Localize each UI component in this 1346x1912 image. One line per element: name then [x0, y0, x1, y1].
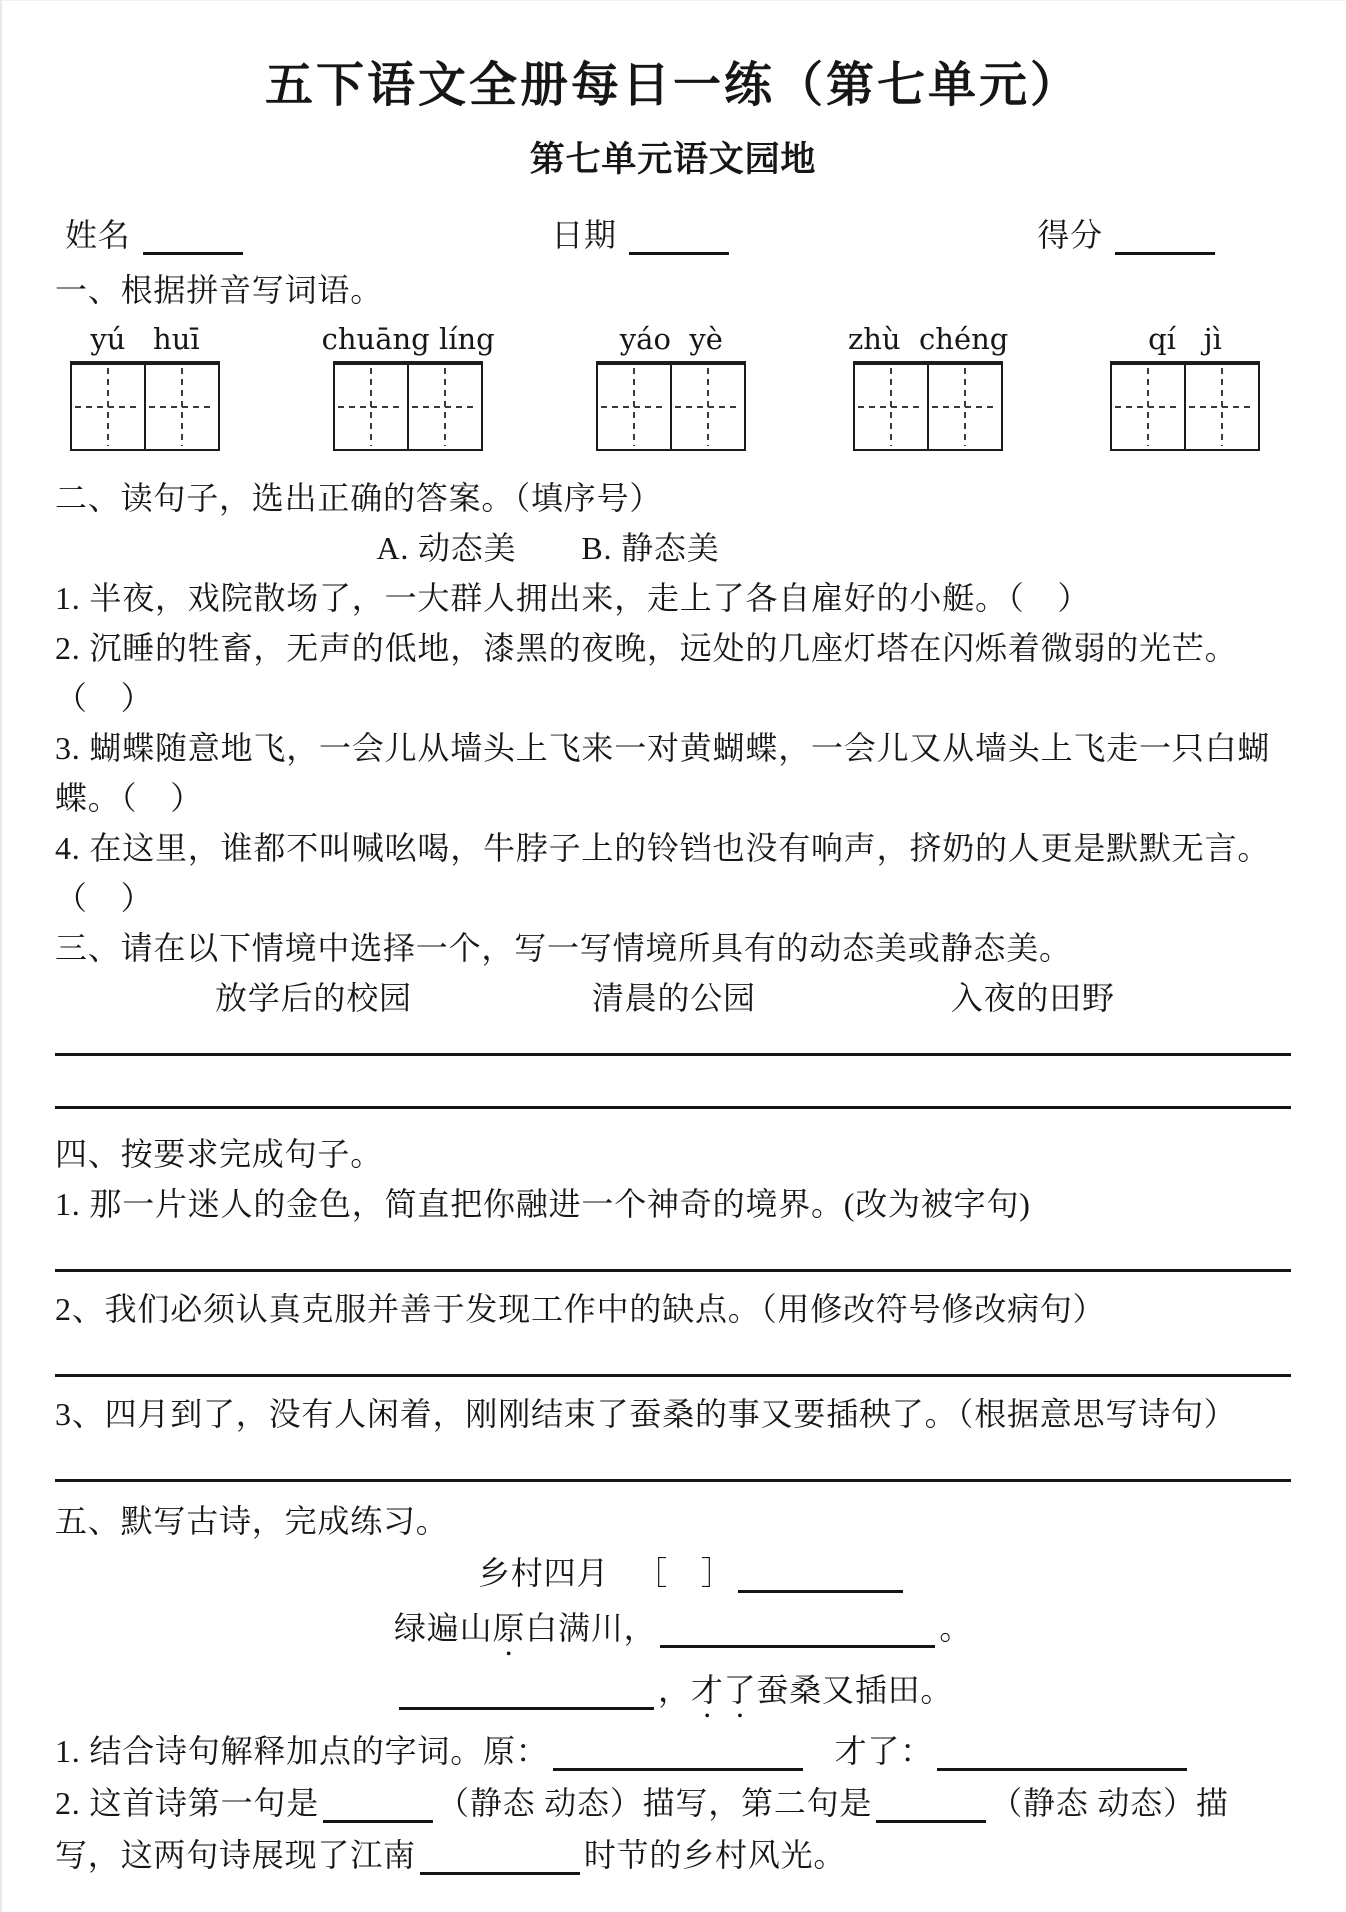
pinyin-label-4: zhù chéng — [847, 322, 1009, 356]
name-label: 姓名 — [65, 217, 131, 253]
poem-author-bracket: ［ ］ — [635, 1555, 734, 1591]
answer-line — [55, 1106, 1291, 1109]
sentence-1: 1. 半夜，戏院散场了，一大群人拥出来，走上了各自雇好的小艇。（ ） — [55, 580, 1091, 616]
scenario-3: 入夜的田野 — [950, 980, 1115, 1016]
section-5-heading: 五、默写古诗，完成练习。 — [55, 1503, 449, 1539]
grid-cell — [144, 365, 218, 449]
s5-q2-text-1: 2. 这首诗第一句是 — [55, 1785, 320, 1821]
scenario-row — [55, 973, 1291, 1023]
s5-q2-blank-1 — [323, 1788, 433, 1823]
pinyin-label-1: yú huī — [90, 322, 200, 356]
poem-line-2-comma: ， — [658, 1672, 691, 1708]
score-label: 得分 — [1037, 217, 1103, 253]
grid-cell — [855, 365, 927, 449]
s5-q1-blank-2 — [937, 1736, 1187, 1771]
sentence-4: 4. 在这里，谁都不叫喊吆喝，牛脖子上的铃铛也没有响声，挤奶的人更是默默无言。（ ） — [55, 830, 1271, 916]
grid-cell — [598, 365, 670, 449]
writing-grid-4 — [853, 361, 1003, 451]
date-blank — [629, 220, 729, 255]
pinyin-group-4 — [848, 319, 1008, 451]
grid-cell — [407, 365, 481, 449]
s5-q2-blank-2 — [876, 1788, 986, 1823]
writing-grid-2 — [333, 361, 483, 451]
score-blank — [1115, 220, 1215, 255]
grid-cell — [1184, 365, 1258, 449]
option-a-label: A. 动态美 — [376, 530, 517, 566]
section-2-heading: 二、读句子，选出正确的答案。（填序号） — [55, 480, 663, 516]
s5-q2-blank-3 — [420, 1840, 580, 1875]
options-row — [55, 523, 1291, 573]
sentence-3: 3. 蝴蝶随意地飞，一会儿从墙头上飞来一对黄蝴蝶，一会儿又从墙头上飞走一只白蝴蝶。（ ） — [55, 730, 1271, 816]
exercise-title: 五下语文全册每日一练（第七单元） — [264, 59, 1081, 112]
answer-line — [55, 1479, 1291, 1482]
section-2 — [55, 473, 1291, 923]
answer-line — [55, 1053, 1291, 1056]
s5-question-1 — [55, 1725, 1291, 1777]
score-field — [1037, 213, 1215, 257]
poem-title-line — [478, 1546, 1291, 1601]
grid-cell — [1112, 365, 1184, 449]
pinyin-group-1 — [70, 319, 220, 451]
s4-question-1: 1. 那一片迷人的金色，简直把你融进一个神奇的境界。(改为被字句) — [55, 1186, 1031, 1222]
pinyin-label-2: chuāng líng — [321, 322, 495, 356]
pinyin-group-3 — [596, 319, 746, 451]
poem-line-1-period: 。 — [939, 1610, 973, 1646]
s4-question-2: 2、我们必须认真克服并善于发现工作中的缺点。（用修改符号修改病句） — [55, 1291, 1106, 1327]
pinyin-group-2 — [322, 319, 495, 451]
grid-cell — [335, 365, 407, 449]
pinyin-label-3: yáo yè — [619, 322, 723, 356]
s5-question-2 — [55, 1777, 1291, 1881]
option-b-label: B. 静态美 — [581, 530, 720, 566]
pinyin-group-5 — [1110, 319, 1260, 451]
answer-line — [55, 1374, 1291, 1377]
poem-author-blank — [738, 1558, 903, 1593]
answer-line — [55, 1269, 1291, 1272]
poem-line-2-blank — [399, 1675, 654, 1710]
poem-line-1 — [394, 1601, 1291, 1663]
poem-title: 乡村四月 — [478, 1555, 610, 1591]
pinyin-label-5: qí jì — [1148, 322, 1222, 356]
scenario-1: 放学后的校园 — [215, 980, 412, 1016]
s5-q2-text-3: （静态 动态）描写，这两句诗展现了江南 — [55, 1785, 1229, 1873]
scenario-2: 清晨的公园 — [591, 980, 756, 1016]
grid-cell — [927, 365, 1001, 449]
s5-q2-text-4: 时节的乡村风光。 — [583, 1837, 847, 1873]
poem-line-1-blank — [660, 1613, 935, 1648]
header-row — [65, 213, 1215, 257]
unit-subtitle: 第七单元语文园地 — [529, 140, 817, 179]
poem-line-1-dotted-char: 原 — [492, 1610, 526, 1646]
s5-q1-blank-1 — [553, 1736, 803, 1771]
section-4-heading: 四、按要求完成句子。 — [55, 1136, 384, 1172]
grid-cell — [670, 365, 744, 449]
pinyin-grid-row — [70, 319, 1260, 451]
poem-line-2-dotted-chars: 才了 — [690, 1672, 757, 1708]
s5-q1-text: 1. 结合诗句解释加点的字词。原： — [55, 1733, 549, 1769]
name-blank — [143, 220, 243, 255]
writing-grid-5 — [1110, 361, 1260, 451]
section-3-heading: 三、请在以下情境中选择一个，写一写情境所具有的动态美或静态美。 — [55, 930, 1072, 966]
poem-line-2-text: 蚕桑又插田。 — [756, 1672, 954, 1708]
s5-q1-text-2: 才了： — [834, 1733, 934, 1769]
sentence-2: 2. 沉睡的牲畜，无声的低地，漆黑的夜晚，远处的几座灯塔在闪烁着微弱的光芒。（ ） — [55, 630, 1238, 716]
writing-grid-3 — [596, 361, 746, 451]
grid-cell — [72, 365, 144, 449]
s4-question-3: 3、四月到了，没有人闲着，刚刚结束了蚕桑的事又要插秧了。（根据意思写诗句） — [55, 1396, 1237, 1432]
date-field — [551, 213, 729, 257]
poem-line-1-text: 白满川， — [525, 1610, 657, 1646]
date-label: 日期 — [551, 217, 617, 253]
writing-grid-1 — [70, 361, 220, 451]
section-1-heading: 一、根据拼音写词语。 — [55, 272, 384, 308]
s5-q2-text-2: （静态 动态）描写，第二句是 — [437, 1785, 873, 1821]
name-field — [65, 213, 243, 257]
poem-line-1-text: 绿遍山 — [394, 1610, 493, 1646]
poem-line-2 — [399, 1663, 1291, 1725]
